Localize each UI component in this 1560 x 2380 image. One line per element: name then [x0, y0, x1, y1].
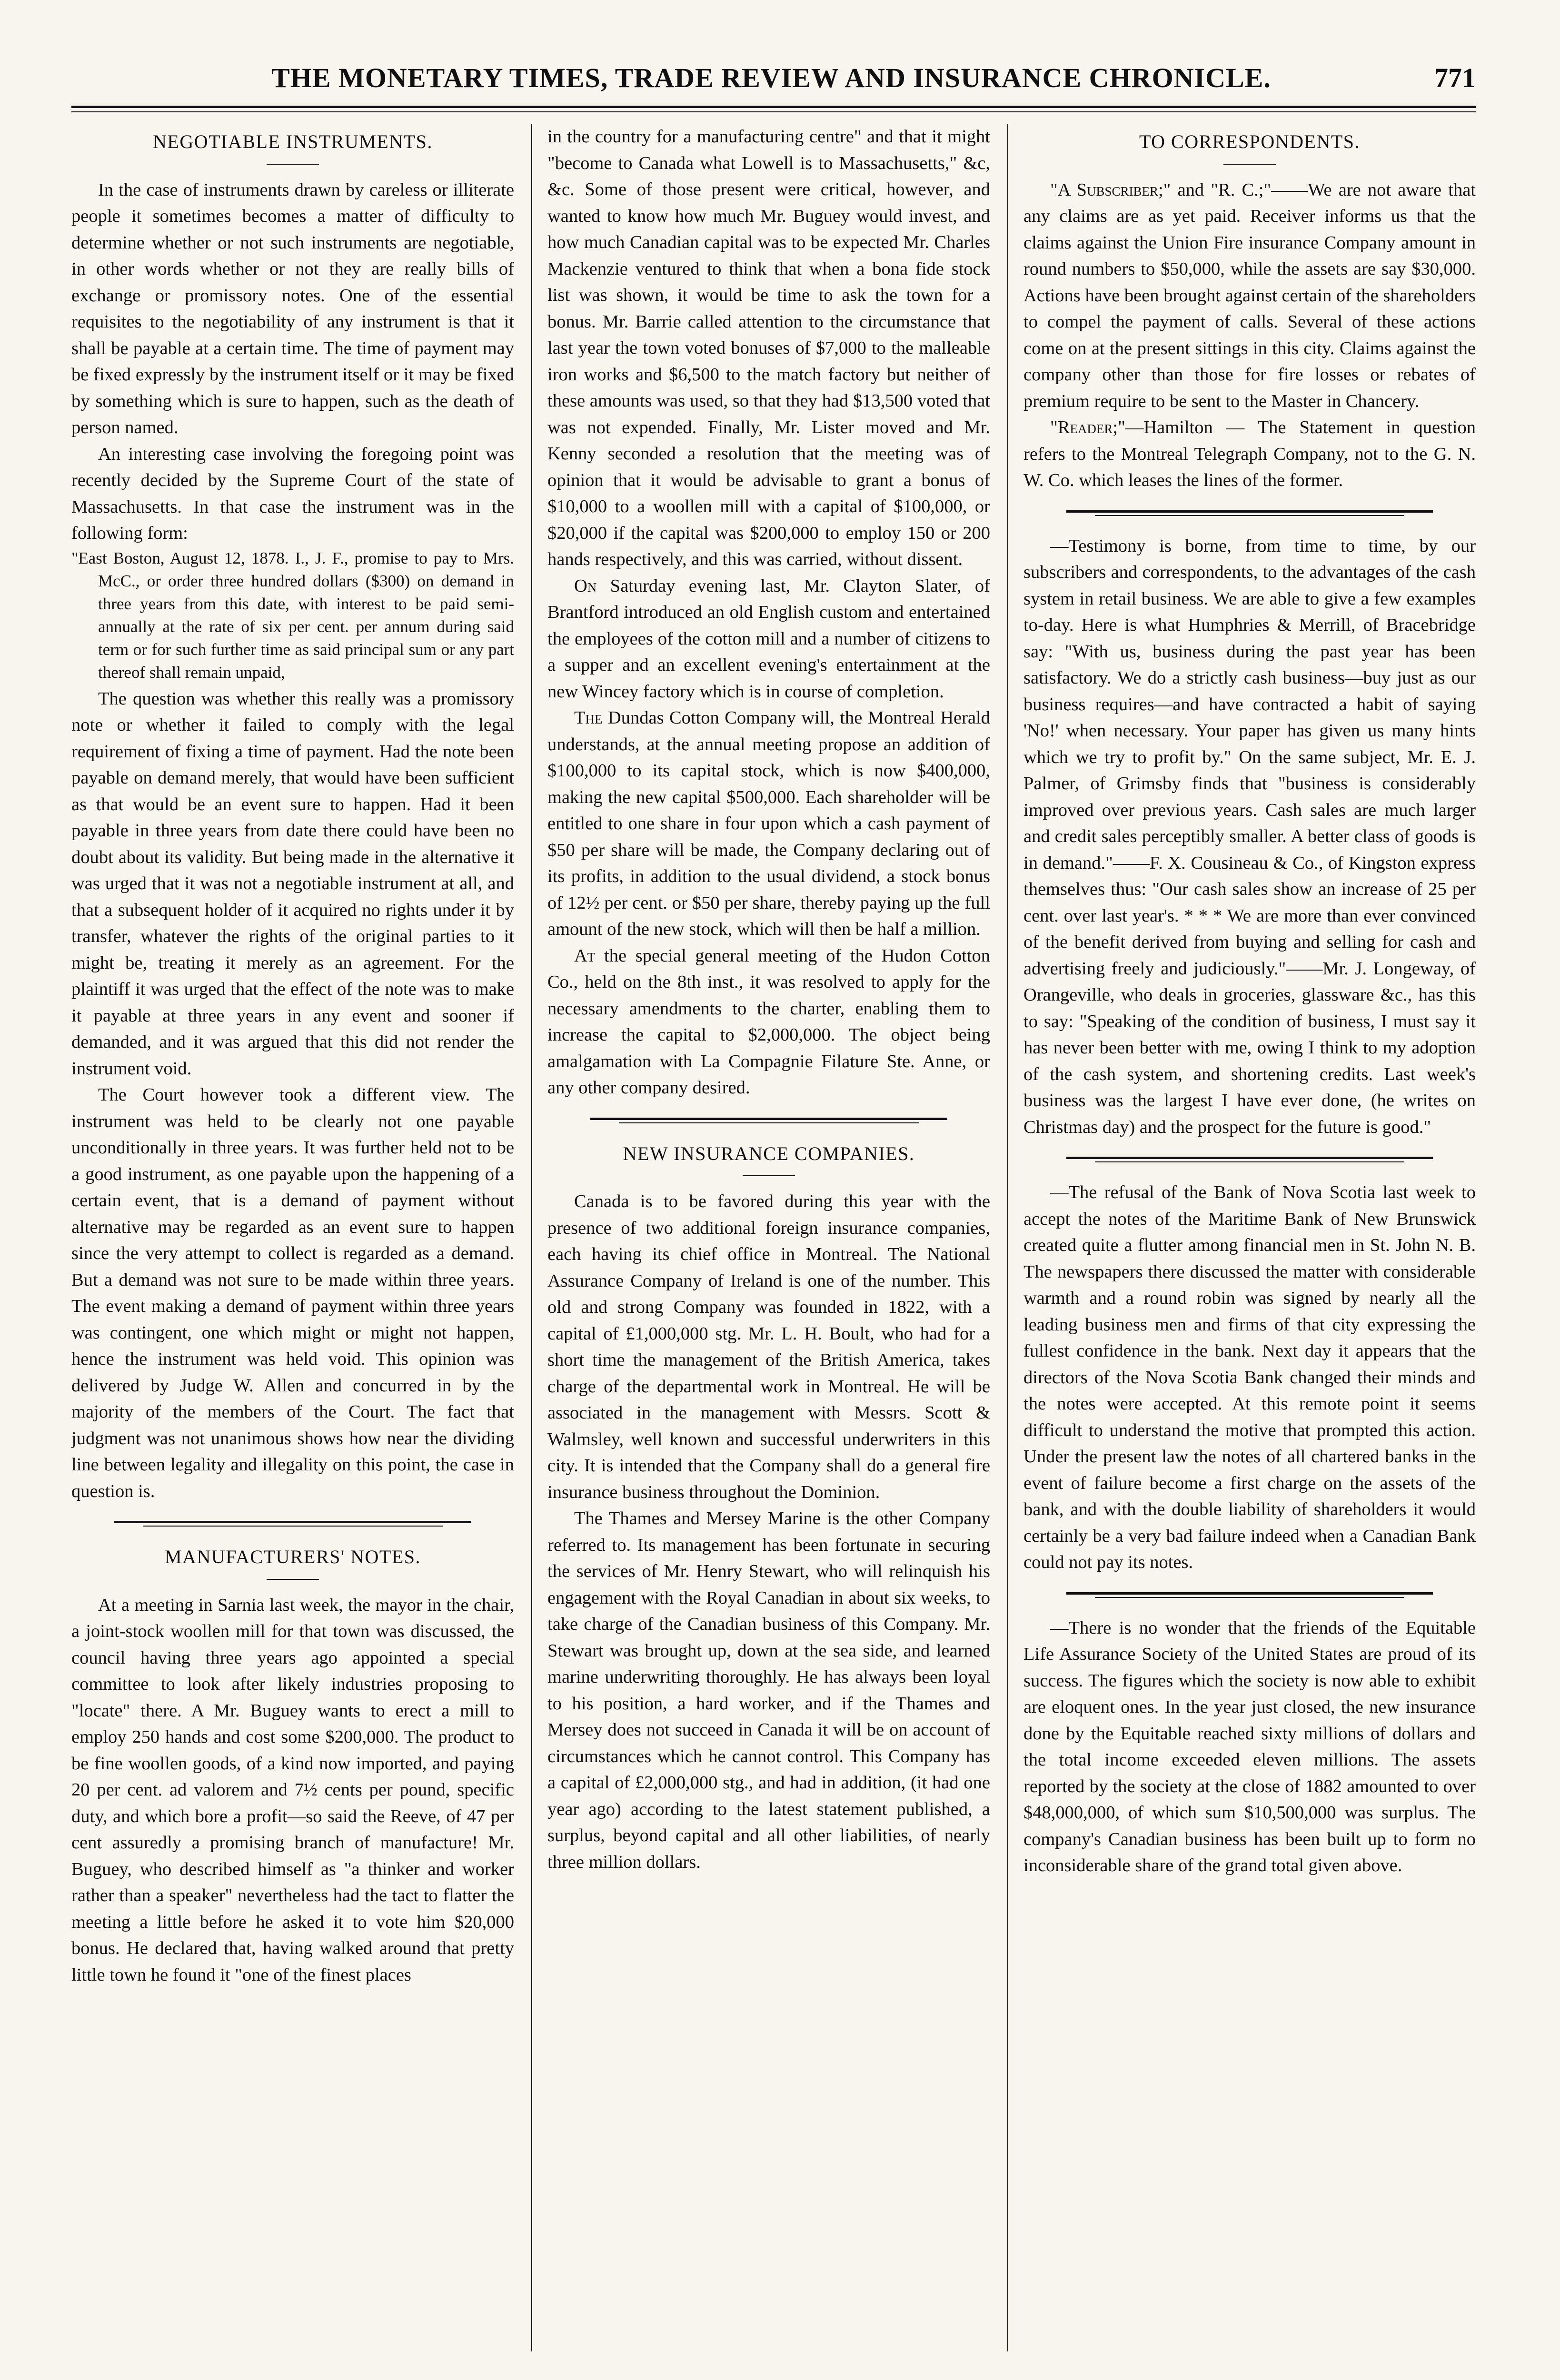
heading-dash: [1223, 164, 1276, 165]
column-divider-1: [531, 124, 532, 2351]
paragraph: [547, 705, 990, 943]
article-heading-manufacturers: MANUFACTURERS' NOTES.: [164, 1546, 421, 1567]
paragraph-text: the special general meeting of the Hudon Cotton Co., held on the 8th inst., it was resolved to apply for the necessary amendments to the charter, enabling them to increase the capital to $2,000,000. The object being amalgamation with La Compagnie Filature Ste. Anne, or any other company desired.: [547, 945, 990, 1098]
page-number: 771: [1434, 62, 1476, 93]
paragraph: —The refusal of the Bank of Nova Scotia last week to accept the notes of the Maritime Bank of New Brunswick created quite a flutter among financial men in St. John N. B. The newspapers there discussed the matter with considerable warmth and a round robin was signed by nearly all the leading business men and firms of that city expressing the fullest confidence in the bank. Next day it appears that the directors of the Nova Scotia Bank changed their minds and the notes were accepted. At this remote point it seems difficult to understand the motive that prompted this action. Under the present law the notes of all chartered banks in the event of failure become a first charge on the assets of the bank, and with the double liability of shareholders it would certainly be a very bad failure indeed when a Canadian Bank could not pay its notes.: [1023, 1182, 1476, 1572]
lead-word: "A Subscriber;": [1050, 179, 1171, 200]
section-separator: [1023, 510, 1476, 517]
quoted-instrument: "East Boston, August 12, 1878. I., J. F., promise to pay to Mrs. McC., or order three hundred dollars ($300) on demand in three years from this date, with interest to be paid semi-annually at the rate of six per cent. per annum during said term or for such further time as said principal sum or any part thereof shall remain unpaid,: [71, 548, 514, 682]
column-1: [71, 124, 514, 2361]
paragraph: —There is no wonder that the friends of the Equitable Life Assurance Society of the United States are proud of its success. The figures which the society is now able to exhibit are eloquent ones. In the year just closed, the new insurance done by the Equitable reached sixty millions of dollars and the total income exceeded eleven millions. The assets reported by the society at the close of 1882 amounted to over $48,000,000, of which sum $10,500,000 was surplus. The company's Canadian business has been built up to form no inconsiderable share of the grand total given above.: [1023, 1617, 1476, 1875]
paragraph: An interesting case involving the foregoing point was recently decided by the Supreme Court of the state of Massachusetts. In that case the instrument was in the following form:: [71, 444, 514, 543]
paragraph: Canada is to be favored during this year with the presence of two additional foreign insurance companies, each having its chief office in Montreal. The National Assurance Company of Ireland is one of the number. This old and strong Company was founded in 1822, with a capital of £1,000,000 stg. Mr. L. H. Boult, who had for a short time the management of the British America, takes charge of the departmental work in Montreal. He will be associated in the management with Messrs. Scott & Walmsley, well known and successful underwriters in this city. It is intended that the Company shall do a general fire insurance business throughout the Dominion.: [547, 1191, 990, 1502]
column-3: [1023, 124, 1476, 2361]
paragraph: —Testimony is borne, from time to time, by our subscribers and correspondents, to the advantages of the cash system in retail business. We are able to give a few examples to-day. Here is what Humphries & Merrill, of Bracebridge say: "With us, business during the past year has been satisfactory. We do a strictly cash business—buy just as our business requires—and have contracted a habit of saying 'No!' when necessary. Your paper has given us many hints which we try to profit by." On the same subject, Mr. E. J. Palmer, of Grimsby finds that "business is considerably improved over previous years. Cash sales are much larger and credit sales perceptibly smaller. A better class of goods is in demand."——F. X. Cousineau & Co., of Kingston express themselves thus: "Our cash sales show an increase of 25 per cent. over last year's. * * * We are more than ever convinced of the benefit derived from buying and selling for cash and advertising freely and judiciously."——Mr. J. Longeway, of Orangeville, who deals in groceries, glassware &c., has this to say: "Speaking of the condition of business, I must say it has never been better with me, owing I think to my adoption of the cash system, and shortening credits. Last week's business was the largest I have ever done, (he writes on Christmas day) and the prospect for the future is good.": [1023, 536, 1476, 1137]
newspaper-page: [71, 52, 1476, 2366]
paragraph-text: Saturday evening last, Mr. Clayton Slater, of Brantford introduced an old English custom and entertained the employees of the cotton mill and a number of citizens to a supper and an excellent evening's entertainment at the new Wincey factory which is in course of completion.: [547, 575, 990, 702]
column-2: [547, 124, 990, 2361]
lead-word: At: [574, 945, 596, 966]
heading-dash: [743, 1175, 795, 1176]
heading-dash: [267, 164, 319, 165]
section-separator: [1023, 1157, 1476, 1163]
heading-dash: [267, 1579, 319, 1580]
header-rule-thick: [71, 106, 1476, 108]
paragraph: The question was whether this really was a promissory note or whether it failed to comply with the legal requirement of fixing a time of payment. Had the note been payable on demand merely, that would have been sufficient as that would be an event sure to happen. Had it been payable in three years from date there could have been no doubt about its validity. But being made in the alternative it was urged that it was not a negotiable instrument at all, and that a subsequent holder of it acquired no rights under it by transfer, whatever the rights of the original parties to it might be, treating it merely as an agreement. For the plaintiff it was urged that the effect of the note was to make it payable at three years in any event and sooner if demanded, and it was argued that this did not render the instrument void.: [71, 688, 514, 1079]
paragraph: [547, 943, 990, 1101]
article-heading-correspondents: TO CORRESPONDENTS.: [1139, 131, 1361, 152]
lead-word: "Reader;": [1050, 417, 1125, 437]
column-divider-2: [1007, 124, 1008, 2351]
paragraph-text: —Hamilton — The Statement in question refers to the Montreal Telegraph Company, not to the G. N. W. Co. which leases the lines of the former.: [1023, 417, 1476, 490]
section-separator: [1023, 1592, 1476, 1599]
paragraph: [1023, 177, 1476, 415]
paragraph: In the case of instruments drawn by careless or illiterate people it sometimes becomes a matter of difficulty to determine whether or not such instruments are negotiable, in other words whether or not they are really bills of exchange or promissory notes. One of the essential requisites to the negotiability of any instrument is that it shall be payable at a certain time. The time of payment may be fixed expressly by the instrument itself or it may be fixed by something which is sure to happen, such as the death of person named.: [71, 179, 514, 437]
article-heading-negotiable: NEGOTIABLE INSTRUMENTS.: [153, 131, 433, 152]
lead-word: On: [574, 575, 597, 596]
section-separator: [71, 1521, 514, 1527]
paragraph: [1023, 415, 1476, 494]
paragraph: The Thames and Mersey Marine is the other Company referred to. Its management has been fortunate in securing the services of Mr. Henry Stewart, who will relinquish his engagement with the Royal Canadian in about six weeks, to take charge of the Canadian business of this Company. Mr. Stewart was brought up, down at the sea side, and learned marine underwriting thoroughly. He has always been loyal to his position, a hard worker, and if the Thames and Mersey does not succeed in Canada it will be on account of circumstances which he cannot control. This Company has a capital of £2,000,000 stg., and had in addition, (it had one year ago) according to the latest statement published, a surplus, beyond capital and all other liabilities, of nearly three million dollars.: [547, 1508, 990, 1872]
paragraph-text: Dundas Cotton Company will, the Montreal Herald understands, at the annual meeting propose an addition of $100,000 to its capital stock, which is now $400,000, making the new capital $500,000. Each shareholder will be entitled to one share in four upon which a cash payment of $50 per share will be made, the Company declaring out of its profits, in addition to the usual dividend, a stock bonus of 12½ per cent. or $50 per share, thereby paying up the full amount of the new stock, which will then be half a million.: [547, 708, 990, 939]
article-heading-insurance: NEW INSURANCE COMPANIES.: [623, 1142, 915, 1164]
header-rule-thin: [71, 111, 1476, 112]
paragraph: [547, 573, 990, 705]
paragraph-text: and "R. C.;"——We are not aware that any claims are as yet paid. Receiver informs us that the claims against the Union Fire insurance Company amount in round numbers to $50,000, while the assets are say $30,000. Actions have been brought against certain of the shareholders to compel the payment of calls. Several of these actions come on at the present sittings in this city. Claims against the company other than those for fire losses or rebates of premium require to be sent to the Master in Chancery.: [1023, 179, 1476, 411]
lead-word: The: [574, 708, 603, 728]
paragraph-continued: in the country for a manufacturing centre" and that it might "become to Canada what Lowell is to Massachusetts," &c, &c. Some of those present were critical, however, and wanted to know how much Mr. Buguey would invest, and how much Canadian capital was to be expected Mr. Charles Mackenzie ventured to think that when a bona fide stock list was shown, it would be time to ask the town for a bonus. Mr. Barrie called attention to the circumstance that last year the town voted bonuses of $7,000 to the malleable iron works and $6,500 to the match factory but neither of these amounts was used, so that they had $13,500 voted that was not expended. Finally, Mr. Lister moved and Mr. Kenny seconded a resolution that the meeting was of opinion that it would be advisable to grant a bonus of $10,000 to a woollen mill with a capital of $100,000, or $20,000 if the capital was $200,000 to employ 150 or 200 hands respectively, and this was carried, without dissent.: [547, 127, 990, 569]
paragraph: At a meeting in Sarnia last week, the mayor in the chair, a joint-stock woollen mill for that town was discussed, the council having three years ago appointed a special committee to look after likely industries proposing to "locate" there. A Mr. Buguey wants to erect a mill to employ 250 hands and cost some $200,000. The product to be fine woollen goods, of a kind now imported, and paying 20 per cent. ad valorem and 7½ cents per pound, specific duty, and which bore a profit—so said the Reeve, of 47 per cent assuredly a promising branch of manufacture! Mr. Buguey, who described himself as "a thinker and worker rather than a speaker" nevertheless had the tact to flatter the meeting a little before he asked it to vote him $20,000 bonus. He declared that, having walked around that pretty little town he found it "one of the finest places: [71, 1595, 514, 1985]
paragraph: The Court however took a different view. The instrument was held to be clearly not one payable unconditionally in three years. It was further held not to be a good instrument, as one payable upon the happening of a certain event, that is a demand of payment without alternative may be regarded as an event sure to happen since the very attempt to collect is regarded as a demand. But a demand was not sure to be made within three years. The event making a demand of payment within three years was contingent, one which might or might not happen, hence the instrument was held void. This opinion was delivered by Judge W. Allen and concurred in by the majority of the members of the Court. The fact that judgment was not unanimous shows how near the dividing line between legality and illegality on this point, the case in question is.: [71, 1085, 514, 1501]
masthead-title: THE MONETARY TIMES, TRADE REVIEW AND INSURANCE CHRONICLE.: [271, 62, 1271, 93]
section-separator: [547, 1118, 990, 1124]
